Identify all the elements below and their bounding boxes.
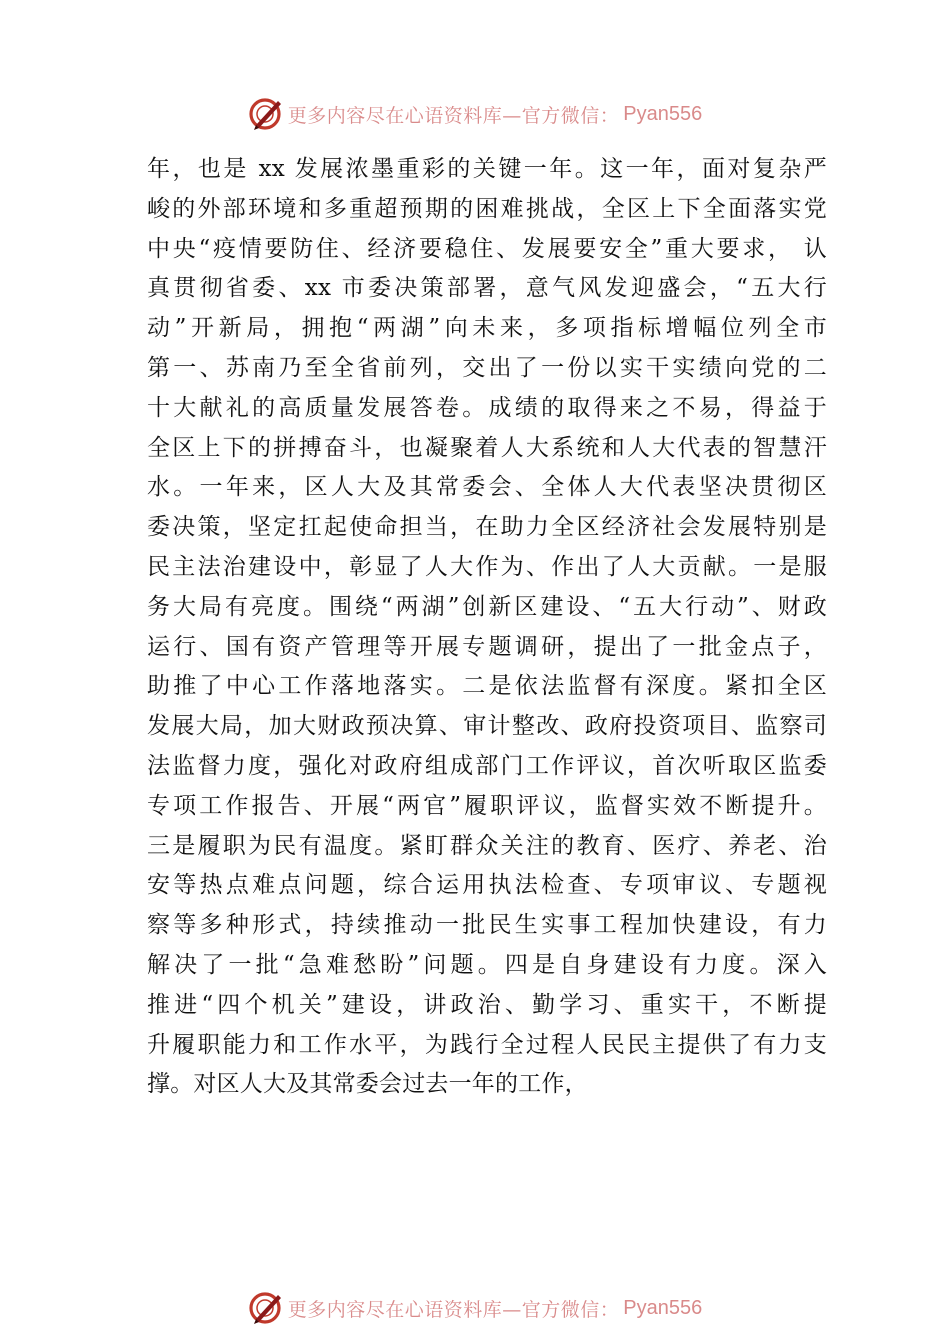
document-body bbox=[147, 150, 827, 1105]
text-line: 升履职能力和工作水平，为践行全过程人民民主提供了有力支 bbox=[147, 1031, 827, 1058]
text-line: 第一、苏南乃至全省前列，交出了一份以实干实绩向党的二 bbox=[147, 354, 827, 381]
text-line: 峻的外部环境和多重超预期的困难挑战，全区上下全面落实党 bbox=[147, 195, 827, 222]
text-line: 法监督力度，强化对政府组成部门工作评议，首次听取区监委 bbox=[147, 752, 827, 779]
text-line: 民主法治建设中，彰显了人大作为、作出了人大贡献。一是服 bbox=[147, 553, 827, 580]
brush-logo-icon bbox=[248, 1289, 286, 1327]
banner-slogan: 更多内容尽在心语资料库—官方微信： bbox=[287, 104, 620, 127]
text-line: 运行、国有资产管理等开展专题调研，提出了一批金点子， bbox=[147, 633, 827, 660]
text-line: 安等热点难点问题，综合运用执法检查、专项审议、专题视 bbox=[147, 872, 827, 899]
text-line: 撑。对区人大及其常委会过去一年的工作， bbox=[147, 1071, 588, 1098]
text-line: 察等多种形式，持续推动一批民生实事工程加快建设，有力 bbox=[147, 912, 827, 939]
text-line: 专项工作报告、开展“两官”履职评议，监督实效不断提升。 bbox=[147, 792, 827, 819]
text-line: 发展大局，加大财政预决算、审计整改、政府投资项目、监察司 bbox=[147, 713, 827, 740]
text-line: 解决了一批“急难愁盼”问题。四是自身建设有力度。深入 bbox=[147, 951, 827, 978]
footer-banner bbox=[0, 1286, 950, 1330]
text-line: 委决策，坚定扛起使命担当，在助力全区经济社会发展特别是 bbox=[147, 514, 827, 541]
banner-slogan: 更多内容尽在心语资料库—官方微信： bbox=[287, 1298, 620, 1321]
brush-logo-icon bbox=[248, 95, 286, 133]
text-line: 水。一年来，区人大及其常委会、全体人大代表坚决贯彻区 bbox=[147, 474, 827, 501]
header-banner bbox=[0, 92, 950, 136]
text-line: 真贯彻省委、xx 市委决策部署，意气风发迎盛会，“五大行 bbox=[147, 275, 827, 302]
text-line: 务大局有亮度。围绕“两湖”创新区建设、“五大行动”、财政 bbox=[147, 593, 827, 620]
text-line: 助推了中心工作落地落实。二是依法监督有深度。紧扣全区 bbox=[147, 673, 827, 700]
text-line: 推进“四个机关”建设，讲政治、勤学习、重实干，不断提 bbox=[147, 991, 827, 1018]
wechat-account: Pyan556 bbox=[623, 102, 703, 125]
text-line: 动”开新局，拥抱“两湖”向未来，多项指标增幅位列全市 bbox=[147, 315, 827, 342]
text-line: 中央“疫情要防住、经济要稳住、发展要安全”重大要求， 认 bbox=[147, 235, 827, 262]
text-line: 十大献礼的高质量发展答卷。成绩的取得来之不易，得益于 bbox=[147, 394, 827, 421]
text-line: 年，也是 xx 发展浓墨重彩的关键一年。这一年，面对复杂严 bbox=[147, 156, 827, 182]
wechat-account: Pyan556 bbox=[623, 1296, 703, 1319]
text-line: 三是履职为民有温度。紧盯群众关注的教育、医疗、养老、治 bbox=[147, 832, 827, 859]
text-line: 全区上下的拼搏奋斗，也凝聚着人大系统和人大代表的智慧汗 bbox=[147, 434, 827, 461]
